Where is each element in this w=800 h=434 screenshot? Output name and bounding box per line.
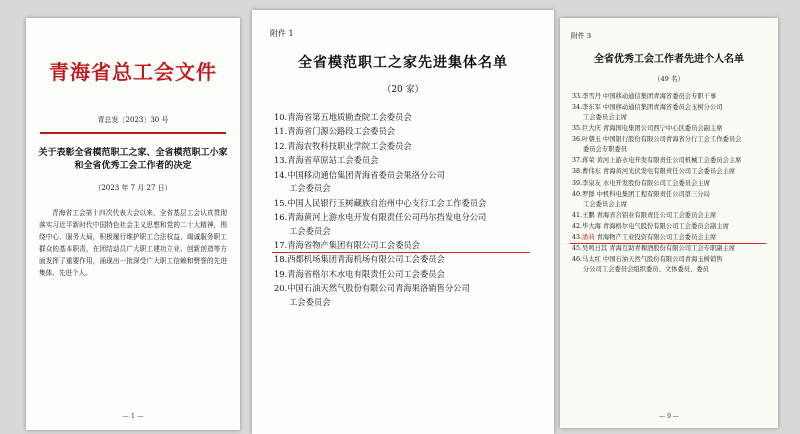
document-page-right	[560, 18, 778, 428]
item-text: 中国银行股份有限公司青海省分行工会工作委员会	[602, 136, 742, 144]
item-number: 35.	[572, 125, 583, 133]
individual-list	[572, 92, 766, 275]
item-text-cont: 委员会专职委员	[583, 146, 628, 154]
item-number: 19.	[274, 268, 288, 279]
item-number: 43.	[572, 233, 583, 241]
item-text: 中国移动通信集团青海省委员会玉树分公司	[602, 104, 723, 112]
item-number: 41.	[572, 211, 583, 219]
item-text: 青海省门源公路段工会委员会	[287, 126, 396, 137]
list-subtitle-collectives: （20 家）	[382, 85, 424, 95]
item-number: 45.	[572, 244, 583, 252]
item-number: 34.	[572, 104, 583, 112]
item-number: 10.	[274, 112, 288, 122]
item-text: 黄河上游水电开发有限责任公司机械工会委员会主席	[596, 157, 742, 165]
person-name: 巨大庆	[582, 125, 601, 133]
item-number: 37.	[572, 157, 583, 165]
item-number: 39.	[572, 179, 583, 187]
item-number: 17.	[274, 239, 288, 250]
decision-body-text: 青海省工会第十四次代表大会以来，全省基层工会认真贯彻落实习近平新时代中国特色社会主义思想和党的二十大精神，围绕中心、服务大局，积极履行维护职工合法权益、竭诚服务职工群众的基本职责，在团结动员广大职工建功立业、创新创造等方面发挥了重要作用，涌现出一批深受广大职工信赖和赞誉的先进集体、先进个人。	[39, 208, 227, 278]
person-name: 罗群	[582, 190, 595, 198]
item-text: 青海黄河上游水电开发有限责任公司玛尔挡发电分公司	[287, 212, 487, 223]
person-name: 叶朝玉	[582, 136, 601, 144]
item-text: 中国移动通信集团青海省委员会专职干事	[602, 93, 717, 100]
list-item	[572, 179, 766, 189]
item-number: 18.	[274, 254, 288, 265]
list-item	[274, 211, 532, 238]
item-text: 青海格尔电气股份有限公司工会委员会副主席	[602, 222, 729, 230]
collective-list	[274, 111, 532, 309]
item-text: 中国人民银行玉树藏族自治州中心支行工会工作委员会	[287, 197, 487, 208]
item-number: 12.	[274, 140, 288, 151]
list-subtitle-individuals: （49 名）	[653, 75, 685, 83]
organization-title: 青海省总工会文件	[49, 60, 217, 84]
page-number-right: — 9 —	[659, 413, 679, 420]
list-item	[274, 282, 532, 309]
list-item	[274, 253, 532, 266]
item-text-cont: 工会委员会	[289, 296, 331, 307]
list-item	[572, 255, 766, 275]
item-number: 42.	[572, 222, 583, 230]
list-item	[572, 211, 766, 221]
list-item	[274, 169, 532, 196]
item-text: 中国石油天然气股份有限公司青海玉树销售	[602, 255, 723, 263]
item-number: 33.	[572, 93, 583, 100]
item-text: 中国移动通信集团青海省委员会果洛分公司	[287, 169, 445, 180]
list-item	[572, 103, 766, 123]
attachment-label-1: 附件 1	[270, 29, 294, 38]
list-item	[572, 244, 766, 254]
item-text: 青海省物产集团有限公司工会委员会	[287, 239, 420, 250]
page-number-left: — 1 —	[122, 412, 144, 420]
item-text: 青海农牧科技职业学院工会委员会	[287, 140, 412, 151]
list-item	[572, 92, 766, 102]
item-text: 西都机场集团青海机场有限公司工会委员会	[287, 254, 445, 265]
list-item	[274, 111, 532, 124]
decision-date: （2023 年 7 月 27 日）	[94, 183, 172, 192]
person-name: 李泉友	[582, 179, 601, 187]
item-number: 11.	[274, 126, 288, 137]
document-number: 青总发〔2023〕30 号	[97, 116, 169, 124]
person-name: 曹伟东	[582, 168, 601, 176]
list-item	[274, 197, 532, 210]
list-item	[572, 190, 766, 210]
person-name: 吴鸣日其	[582, 244, 608, 252]
item-text: 青海省合铝业有限责任公司工会委员会主席	[596, 211, 717, 219]
item-text: 水电开发股份有限公司工会委员会主席	[602, 179, 710, 187]
item-text: 青海黄河光伏发电有限责任公司工会委员会主席	[602, 168, 736, 176]
item-number: 20.	[274, 283, 288, 294]
item-number: 16.	[274, 212, 288, 223]
list-item	[572, 156, 766, 166]
document-page-left	[26, 18, 240, 430]
item-number: 13.	[274, 155, 288, 166]
person-name: 李雪丹	[582, 93, 601, 100]
item-number: 38.	[572, 168, 583, 176]
list-item	[274, 140, 532, 153]
item-text: 青海省格尔木水电有限责任公司工会委员会	[287, 268, 445, 279]
item-text: 青海省草原站工会委员会	[287, 155, 379, 166]
list-item-highlighted	[572, 233, 766, 243]
red-divider-rule	[40, 132, 226, 134]
item-number: 15.	[274, 197, 288, 208]
document-page-middle	[252, 10, 554, 434]
item-number: 14.	[274, 169, 288, 180]
decision-title: 关于表彰全省模范职工之家、全省模范职工小家和全省优秀工会工作者的决定	[38, 147, 228, 171]
list-item	[572, 124, 766, 134]
list-title-collectives: 全省模范职工之家先进集体名单	[298, 55, 508, 71]
list-item-highlighted	[274, 239, 532, 252]
list-item	[572, 135, 766, 155]
person-name: 蒋荣	[582, 157, 595, 165]
item-text: 中国石油天然气股份有限公司青海果洛销售分公司	[287, 283, 470, 294]
item-text: 青海物产工业投资有限公司工会委员会主席	[596, 233, 717, 241]
item-text-cont: 工会委员会	[289, 225, 331, 236]
list-item	[274, 154, 532, 167]
person-name: 李东军	[582, 104, 601, 112]
list-item	[572, 222, 766, 232]
person-name: 毕大海	[582, 222, 601, 230]
person-name: 马太红	[582, 255, 601, 263]
item-text: 青海国电集团公司西宁中心区委员会副主席	[602, 125, 723, 133]
list-title-individuals: 全省优秀工会工作者先进个人名单	[594, 54, 744, 65]
item-text-cont: 工会委员会主席	[583, 114, 628, 122]
person-name: 潘莉	[582, 233, 595, 241]
list-item	[572, 167, 766, 177]
item-number: 36.	[572, 136, 583, 144]
item-text: 青海互助青稞酒股份有限公司工会专职副主席	[609, 244, 736, 252]
attachment-label-3: 附件 3	[571, 32, 592, 40]
item-text-cont: 分公司工会委员会组织委员、文体委员、委员	[583, 266, 709, 273]
item-text: 中机科电集团工程有限责任公司第三分局	[596, 190, 710, 198]
item-text-cont: 工会委员会主席	[583, 200, 628, 208]
item-text-cont: 工会委员会	[289, 183, 331, 194]
list-item	[274, 125, 532, 138]
item-text: 青海省第五地质勘查院工会委员会	[287, 112, 412, 122]
item-number: 40.	[572, 190, 583, 198]
list-item	[274, 268, 532, 281]
item-number: 46.	[572, 255, 583, 263]
person-name: 王鹏	[582, 211, 595, 219]
